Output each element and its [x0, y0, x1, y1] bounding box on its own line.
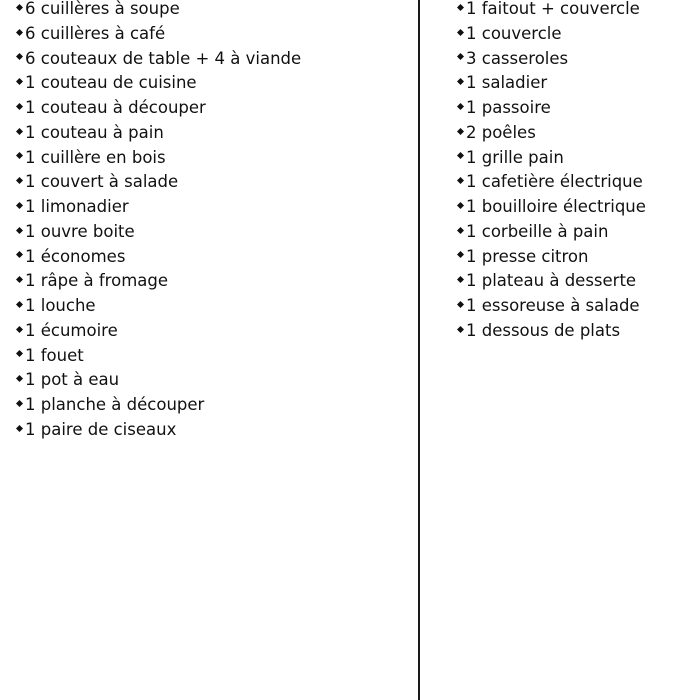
- list-item: [457, 195, 646, 220]
- list-item: [457, 121, 646, 146]
- list-item-label: 1 faitout + couvercle: [466, 0, 640, 18]
- diamond-bullet-icon: [457, 53, 464, 60]
- list-item-label: 1 ouvre boite: [25, 221, 135, 241]
- diamond-bullet-icon: [457, 128, 464, 135]
- list-item: [16, 393, 301, 418]
- list-item-label: 1 bouilloire électrique: [466, 197, 646, 216]
- diamond-bullet-icon: [16, 375, 23, 382]
- list-item: [457, 47, 646, 72]
- list-item: [16, 195, 301, 220]
- list-item-label: 1 cafetière électrique: [466, 172, 643, 192]
- list-item: [457, 220, 646, 245]
- list-item: [16, 170, 301, 195]
- list-item: [457, 71, 646, 96]
- diamond-bullet-icon: [457, 326, 464, 333]
- diamond-bullet-icon: [16, 350, 23, 357]
- diamond-bullet-icon: [16, 227, 23, 234]
- diamond-bullet-icon: [16, 29, 23, 36]
- list-item: [16, 121, 301, 146]
- list-item: [457, 22, 646, 47]
- list-item-label: 1 économes: [25, 246, 126, 266]
- diamond-bullet-icon: [16, 251, 23, 258]
- diamond-bullet-icon: [16, 103, 23, 110]
- list-item: [16, 368, 301, 393]
- list-item-label: 2 poêles: [466, 122, 536, 142]
- diamond-bullet-icon: [16, 152, 23, 159]
- list-item: [457, 146, 646, 171]
- list-item: [457, 294, 646, 319]
- diamond-bullet-icon: [457, 276, 464, 283]
- diamond-bullet-icon: [457, 29, 464, 36]
- list-item: [16, 47, 301, 72]
- list-item: [16, 146, 301, 171]
- list-item-label: 1 grille pain: [466, 147, 564, 167]
- diamond-bullet-icon: [457, 227, 464, 234]
- list-item-label: 1 pot à eau: [25, 370, 120, 390]
- list-item-label: 1 presse citron: [466, 246, 589, 266]
- list-item: [16, 245, 301, 270]
- diamond-bullet-icon: [457, 4, 464, 11]
- list-item-label: 1 couteau de cuisine: [25, 73, 197, 93]
- diamond-bullet-icon: [16, 4, 23, 11]
- list-item: [457, 0, 646, 22]
- list-item-label: 6 cuillères à café: [25, 23, 166, 43]
- list-item: [457, 319, 646, 344]
- list-item: [457, 269, 646, 294]
- diamond-bullet-icon: [457, 251, 464, 258]
- diamond-bullet-icon: [16, 301, 23, 308]
- list-item-label: 1 paire de ciseaux: [25, 419, 177, 439]
- list-item: [16, 418, 301, 443]
- list-item-label: 6 couteaux de table + 4 à viande: [25, 48, 302, 68]
- list-item-label: 1 écumoire: [25, 320, 118, 340]
- diamond-bullet-icon: [16, 177, 23, 184]
- list-item-label: 1 couvercle: [466, 23, 562, 43]
- list-item: [457, 96, 646, 121]
- list-item-label: 1 limonadier: [25, 197, 129, 216]
- diamond-bullet-icon: [457, 103, 464, 110]
- list-item-label: 1 essoreuse à salade: [466, 296, 640, 315]
- diamond-bullet-icon: [16, 53, 23, 60]
- diamond-bullet-icon: [16, 202, 23, 209]
- list-item-label: 1 saladier: [466, 73, 548, 93]
- list-item-label: 1 plateau à desserte: [466, 271, 637, 291]
- diamond-bullet-icon: [16, 425, 23, 432]
- right-inventory-list: [457, 0, 646, 344]
- diamond-bullet-icon: [457, 177, 464, 184]
- list-item: [457, 170, 646, 195]
- diamond-bullet-icon: [457, 202, 464, 209]
- list-item: [16, 96, 301, 121]
- list-item: [457, 245, 646, 270]
- list-item: [16, 294, 301, 319]
- list-item: [16, 220, 301, 245]
- list-item: [16, 71, 301, 96]
- list-item-label: 1 râpe à fromage: [25, 271, 168, 291]
- diamond-bullet-icon: [16, 78, 23, 85]
- list-item: [16, 344, 301, 369]
- list-item-label: 3 casseroles: [466, 48, 569, 68]
- list-item: [16, 319, 301, 344]
- list-item-label: 1 couvert à salade: [25, 172, 179, 192]
- list-item-label: 1 corbeille à pain: [466, 221, 609, 241]
- list-item: [16, 269, 301, 294]
- list-item: [16, 22, 301, 47]
- left-inventory-list: [16, 0, 301, 443]
- list-item-label: 1 fouet: [25, 345, 84, 365]
- diamond-bullet-icon: [457, 78, 464, 85]
- list-item-label: 1 dessous de plats: [466, 320, 621, 340]
- diamond-bullet-icon: [16, 400, 23, 407]
- diamond-bullet-icon: [457, 152, 464, 159]
- diamond-bullet-icon: [16, 276, 23, 283]
- diamond-bullet-icon: [457, 301, 464, 308]
- column-divider: [418, 0, 420, 700]
- list-item-label: 1 couteau à découper: [25, 98, 206, 117]
- list-item-label: 6 cuillères à soupe: [25, 0, 180, 18]
- list-item: [16, 0, 301, 22]
- list-item-label: 1 passoire: [466, 98, 551, 117]
- list-item-label: 1 cuillère en bois: [25, 147, 166, 167]
- diamond-bullet-icon: [16, 128, 23, 135]
- list-item-label: 1 planche à découper: [25, 395, 205, 414]
- list-item-label: 1 couteau à pain: [25, 122, 164, 142]
- list-item-label: 1 louche: [25, 296, 96, 315]
- diamond-bullet-icon: [16, 326, 23, 333]
